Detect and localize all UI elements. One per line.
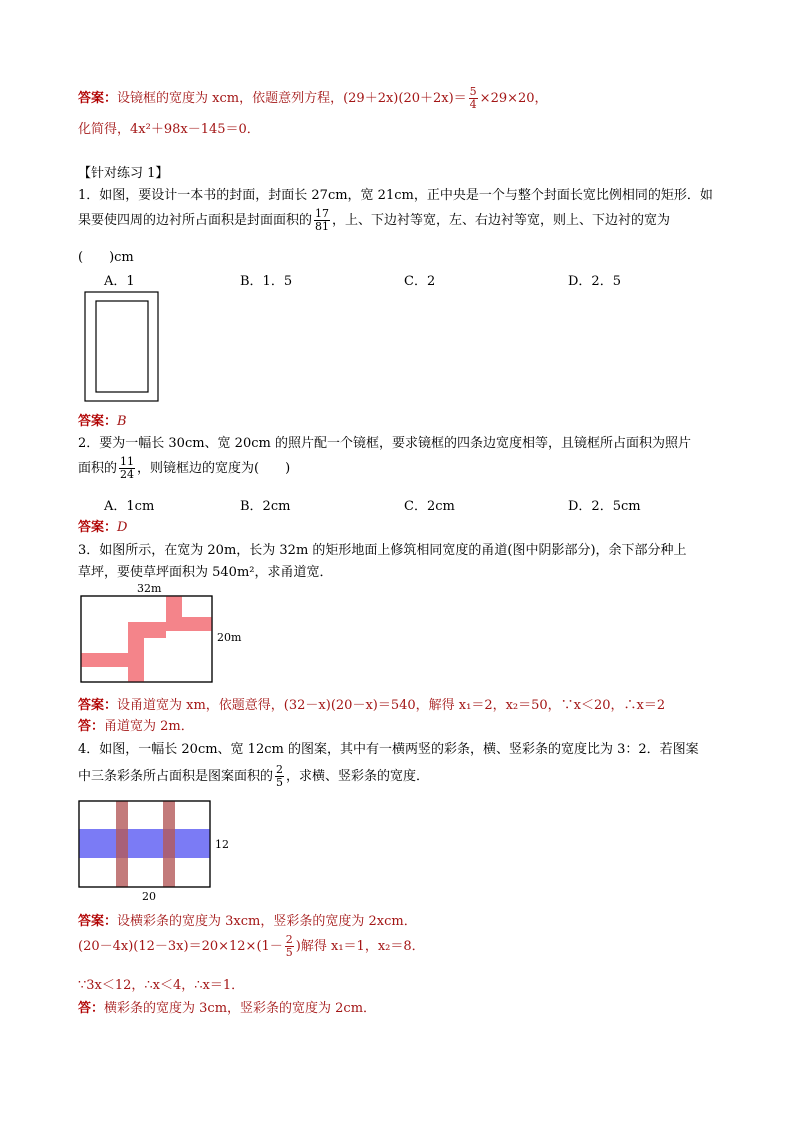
horizontal-stripe [79,829,210,858]
intro-simplify-line: 化简得，4x²＋98x－145＝0． [78,122,260,137]
q4-answer-line3: ∵3x＜12，∴x＜4，∴x＝1． [78,978,245,993]
answer-text: 设镜框的宽度为 xcm，依题意列方程， [117,91,344,106]
q3-fig-right-label: 20m [217,631,242,644]
q1-option-a: A．1 [104,274,135,289]
q3-answer: 答案：设甬道宽为 xm，依题意得，(32－x)(20－x)＝540，解得 x₁＝2，x₂＝50，∵x＜20，∴x＝2 [78,698,666,713]
q1-option-b: B．1．5 [240,274,293,289]
equation-left: (29＋2x)(20＋2x)＝ [343,91,467,106]
equation-right: ×29×20， [479,91,548,106]
q2-text-line2: 面积的 $\frac{11}{24}$ ，则镜框边的宽度为( ) [78,455,291,481]
answer-label: 答案： [78,91,118,106]
q2-option-d: D．2．5cm [568,499,641,514]
q2-text-line1: 2．要为一幅长 30cm、宽 20cm 的照片配一个镜框，要求镜框的四条边宽度相等，且镜框所占面积为照片 [78,436,691,451]
q1-option-d: D．2．5 [568,274,621,289]
fraction-11-24: $\frac{11}{24}$ [120,455,135,481]
q1-answer: 答案：B [78,414,127,429]
q1-option-c: C．2 [404,274,436,289]
q4-text-line1: 4．如图，一幅长 20cm、宽 12cm 的图案，其中有一横两竖的彩条，横、竖彩条的宽度比为 3：2．若图案 [78,742,699,757]
vertical-stripe-left [116,801,128,887]
fraction-17-81: $\frac{17}{81}$ [315,207,330,233]
q3-fig-top-label: 32m [137,582,162,595]
q2-answer: 答案：D [78,520,128,535]
q4-fig-right-label: 12 [215,838,229,851]
fraction-5-4: $\frac{5}{4}$ [469,85,477,111]
q4-text-line2: 中三条彩条所占面积是图案面积的 $\frac{2}{5}$ ，求横、竖彩条的宽度． [78,763,430,789]
fraction-2-5: $\frac{2}{5}$ [276,763,284,789]
ground-rect [81,596,212,682]
q2-option-a: A．1cm [104,499,155,514]
q3-text-line2: 草坪，要使草坪面积为 540m²，求甬道宽． [78,565,333,580]
q1-text-line3: ( )cm [78,250,134,265]
intro-answer-line [78,86,548,111]
q4-answer-line1: 答案：设横彩条的宽度为 3xcm，竖彩条的宽度为 2xcm． [78,914,417,929]
q4-fig-bottom-label: 20 [142,890,156,903]
book-cover-figure [84,291,160,403]
q1-text-line1: 1．如图，要设计一本书的封面，封面长 27cm，宽 21cm，正中央是一个与整个封面长宽比例相同的矩形．如 [78,188,713,203]
q1-text-line2: 果要使四周的边衬所占面积是封面面积的 $\frac{17}{81}$ ，上、下边衬等宽，左、右边衬等宽，则上、下边衬的宽为 [78,207,671,233]
q4-conclusion: 答：横彩条的宽度为 3cm，竖彩条的宽度为 2cm． [78,1001,377,1016]
vertical-stripe-right [163,801,175,887]
q2-option-b: B．2cm [240,499,291,514]
section-title: 【针对练习 1】 [78,166,169,181]
fraction-2-5-answer: $\frac{2}{5}$ [285,933,293,959]
q3-conclusion: 答：甬道宽为 2m． [78,719,194,734]
pathway-figure [80,595,214,684]
stripes-figure [78,800,212,890]
q2-option-c: C．2cm [404,499,455,514]
q4-answer-line2: (20－4x)(12－3x)＝20×12×(1－ $\frac{2}{5}$ )解得 x₁＝1，x₂＝8． [78,933,425,959]
q3-text-line1: 3．如图所示，在宽为 20m，长为 32m 的矩形地面上修筑相同宽度的甬道(图中阴影部分)，余下部分种上 [78,543,687,558]
